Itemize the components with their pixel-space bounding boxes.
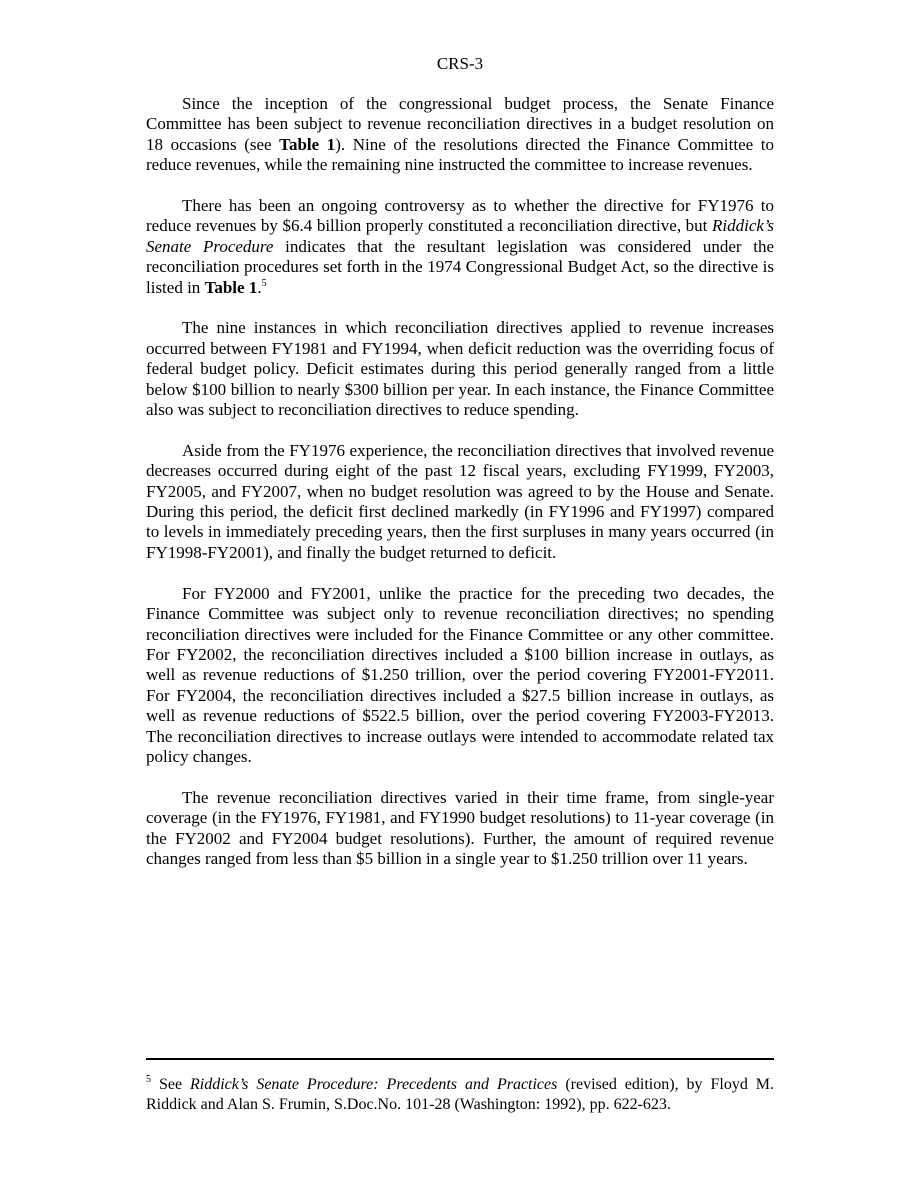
paragraph-text: . <box>257 277 262 297</box>
page-header: CRS-3 <box>436 54 484 73</box>
footnote-marker: 5 <box>261 277 267 289</box>
paragraph-text: There has been an ongoing controversy as to whether the directive for FY1976 to reduce revenues by $6.4 billion properly constituted a reconciliation directive, but <box>146 196 774 236</box>
paragraph-6: The revenue reconciliation directives varied in their time frame, from single-year coverage (in the FY1976, FY1981, and FY1990 budget resolutions) to 11-year coverage (in the FY2002 and FY2004 budget resolutions). Further, the amount of required revenue changes ranged from less than $5 billion in a single year to $1.250 trillion over 11 years. <box>146 787 774 868</box>
paragraph-text: Since the inception of the congressional budget process, the Senate Finance Committee has been subject to revenue reconciliation directives in a budget resolution on 18 occasions (see <box>146 94 774 154</box>
footnote-book-title: Riddick’s Senate Procedure: Precedents and Practices <box>190 1076 558 1093</box>
paragraph-5: For FY2000 and FY2001, unlike the practice for the preceding two decades, the Finance Committee was subject only to revenue reconciliation directives; no spending reconciliation directives were included for the Finance Committee or any other committee. For FY2002, the reconciliation directives included a $100 billion increase in outlays, as well as revenue reductions of $1.250 trillion, over the period covering FY2001-FY2011. For FY2004, the reconciliation directives included a $27.5 billion increase in outlays, as well as revenue reductions of $522.5 billion, over the period covering FY2003-FY2013. The reconciliation directives to increase outlays were intended to accommodate related tax policy changes. <box>146 583 774 766</box>
book-title: Riddick’s Senate Procedure <box>146 216 774 256</box>
footnote-number: 5 <box>146 1074 151 1085</box>
table-reference: Table 1 <box>204 277 258 297</box>
footnote-text: See <box>151 1076 191 1093</box>
body-text <box>146 94 774 890</box>
paragraph-2 <box>146 196 774 298</box>
paragraph-3: The nine instances in which reconciliation directives applied to revenue increases occurred between FY1981 and FY1994, when deficit reduction was the overriding focus of federal budget policy. Deficit estimates during this period generally ranged from a little below $100 billion to nearly $300 billion per year. In each instance, the Finance Committee also was subject to reconciliation directives to reduce spending. <box>146 318 774 420</box>
footnote-text: (revised edition), by Floyd M. Riddick and Alan S. Frumin, S.Doc.No. 101-28 (Washington: 1992), pp. 622-623. <box>146 1076 775 1113</box>
paragraph-text: ). Nine of the resolutions directed the Finance Committee to reduce revenues, while the remaining nine instructed the committee to increase revenues. <box>146 134 774 175</box>
table-reference: Table 1 <box>279 134 336 154</box>
footnote <box>146 1075 774 1115</box>
footnote-divider <box>146 1058 774 1060</box>
paragraph-4: Aside from the FY1976 experience, the reconciliation directives that involved revenue decreases occurred during eight of the past 12 fiscal years, excluding FY1999, FY2003, FY2005, and FY2007, when no budget resolution was agreed to by the House and Senate. During this period, the deficit first declined markedly (in FY1996 and FY1997) compared to levels in immediately preceding years, then the first surpluses in many years occurred (in FY1998-FY2001), and finally the budget returned to deficit. <box>146 440 774 562</box>
paragraph-text: indicates that the resultant legislation was considered under the reconciliation procedures set forth in the 1974 Congressional Budget Act, so the directive is listed in <box>146 236 774 297</box>
paragraph-1 <box>146 94 774 176</box>
